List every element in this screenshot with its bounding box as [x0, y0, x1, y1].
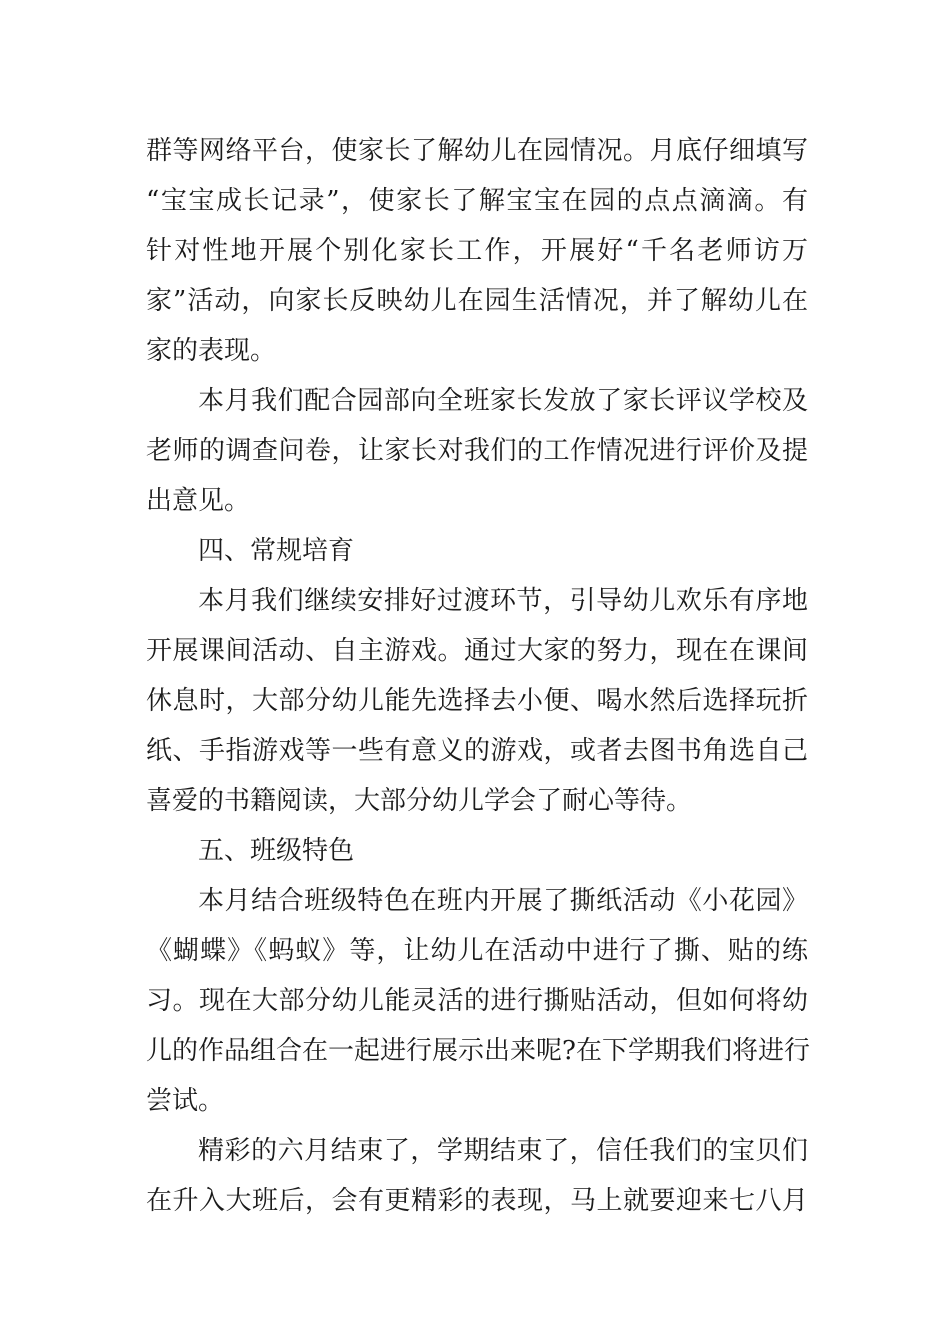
text-line: 出意见。: [146, 486, 251, 516]
text-line: 本月我们配合园部向全班家长发放了家长评议学校及: [198, 386, 808, 416]
document-body: [146, 126, 808, 1226]
text-line: 《蝴蝶》《蚂蚁》等，让幼儿在活动中进行了撕、贴的练: [146, 936, 808, 966]
text-line: 家的表现。: [146, 336, 277, 366]
text-line: 纸、手指游戏等一些有意义的游戏，或者去图书角选自己: [146, 736, 808, 766]
text-line: “宝宝成长记录”，使家长了解宝宝在园的点点滴滴。有: [146, 186, 808, 216]
text-line: 休息时，大部分幼儿能先选择去小便、喝水然后选择玩折: [146, 686, 808, 716]
text-line: 习。现在大部分幼儿能灵活的进行撕贴活动，但如何将幼: [146, 986, 808, 1016]
text-line: 精彩的六月结束了，学期结束了，信任我们的宝贝们: [198, 1136, 808, 1166]
text-line: 家”活动，向家长反映幼儿在园生活情况，并了解幼儿在: [146, 286, 808, 316]
text-line: 喜爱的书籍阅读，大部分幼儿学会了耐心等待。: [146, 786, 693, 816]
text-line: 在升入大班后，会有更精彩的表现，马上就要迎来七八月: [146, 1186, 808, 1216]
text-line: 老师的调查问卷，让家长对我们的工作情况进行评价及提: [146, 436, 808, 466]
text-line: 尝试。: [146, 1086, 225, 1116]
text-line: 本月我们继续安排好过渡环节，引导幼儿欢乐有序地: [198, 586, 808, 616]
text-line: 开展课间活动、自主游戏。通过大家的努力，现在在课间: [146, 636, 808, 666]
section-heading: 五、班级特色: [198, 836, 355, 866]
text-line: 群等网络平台，使家长了解幼儿在园情况。月底仔细填写: [146, 136, 808, 166]
text-line: 儿的作品组合在一起进行展示出来呢?在下学期我们将进行: [146, 1036, 810, 1066]
text-line: 针对性地开展个别化家长工作，开展好“千名老师访万: [146, 236, 808, 266]
text-line: 本月结合班级特色在班内开展了撕纸活动《小花园》: [198, 886, 808, 916]
section-heading: 四、常规培育: [198, 536, 355, 566]
